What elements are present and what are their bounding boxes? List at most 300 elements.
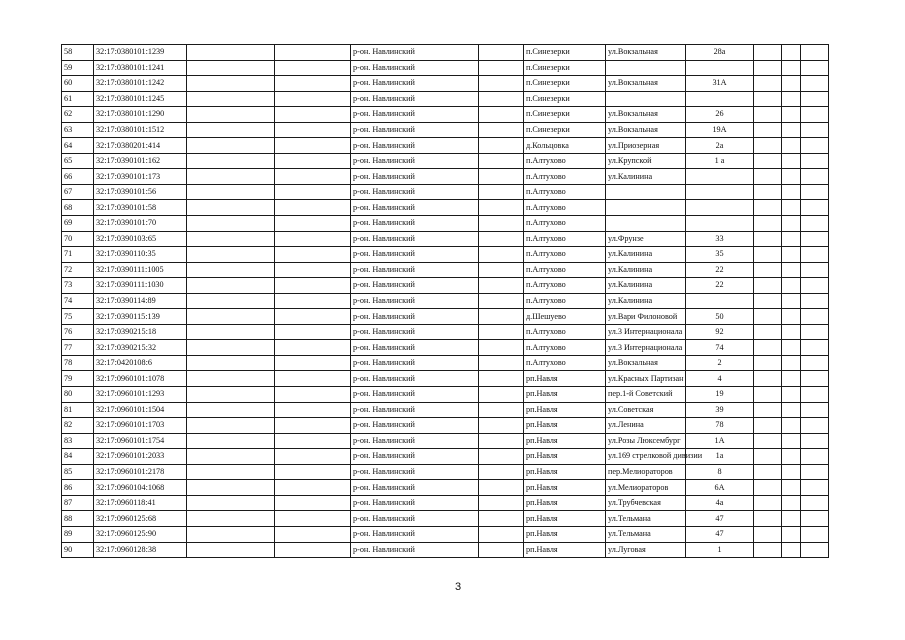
empty-cell (187, 153, 275, 169)
house-number (686, 216, 754, 232)
district-cell: р-он. Навлинский (351, 169, 479, 185)
empty-cell (801, 293, 829, 309)
cadastral-number: 32:17:0960101:2033 (94, 449, 187, 465)
empty-cell (479, 216, 524, 232)
house-number: 6А (686, 480, 754, 496)
district-cell: р-он. Навлинский (351, 355, 479, 371)
table-row (62, 526, 829, 542)
empty-cell (782, 60, 801, 76)
empty-cell (801, 433, 829, 449)
table-row (62, 449, 829, 465)
empty-cell (754, 45, 782, 61)
empty-cell (187, 480, 275, 496)
table-row (62, 200, 829, 216)
empty-cell (801, 402, 829, 418)
district-cell: р-он. Навлинский (351, 402, 479, 418)
empty-cell (479, 449, 524, 465)
empty-cell (782, 91, 801, 107)
empty-cell (782, 449, 801, 465)
settlement-cell: рп.Навля (524, 402, 606, 418)
settlement-cell: п.Алтухово (524, 262, 606, 278)
cadastral-number: 32:17:0960101:1078 (94, 371, 187, 387)
empty-cell (754, 542, 782, 558)
empty-cell (801, 324, 829, 340)
empty-cell (754, 278, 782, 294)
empty-cell (275, 371, 351, 387)
row-number: 67 (62, 184, 94, 200)
table-row (62, 495, 829, 511)
table-row (62, 278, 829, 294)
row-number: 61 (62, 91, 94, 107)
page-number: 3 (455, 581, 462, 593)
empty-cell (479, 60, 524, 76)
empty-cell (801, 247, 829, 263)
street-cell: ул.Ленина (606, 418, 686, 434)
empty-cell (187, 495, 275, 511)
house-number (686, 91, 754, 107)
row-number: 73 (62, 278, 94, 294)
empty-cell (754, 355, 782, 371)
cadastral-number: 32:17:0390115:139 (94, 309, 187, 325)
district-cell: р-он. Навлинский (351, 526, 479, 542)
row-number: 60 (62, 76, 94, 92)
empty-cell (782, 169, 801, 185)
empty-cell (782, 355, 801, 371)
house-number: 2а (686, 138, 754, 154)
empty-cell (754, 371, 782, 387)
empty-cell (479, 371, 524, 387)
row-number: 68 (62, 200, 94, 216)
empty-cell (782, 480, 801, 496)
empty-cell (782, 200, 801, 216)
district-cell: р-он. Навлинский (351, 278, 479, 294)
settlement-cell: рп.Навля (524, 387, 606, 403)
district-cell: р-он. Навлинский (351, 76, 479, 92)
empty-cell (275, 355, 351, 371)
settlement-cell: п.Синезерки (524, 76, 606, 92)
settlement-cell: п.Алтухово (524, 293, 606, 309)
district-cell: р-он. Навлинский (351, 293, 479, 309)
row-number: 76 (62, 324, 94, 340)
district-cell: р-он. Навлинский (351, 464, 479, 480)
empty-cell (187, 122, 275, 138)
empty-cell (275, 418, 351, 434)
table-row (62, 293, 829, 309)
house-number: 92 (686, 324, 754, 340)
settlement-cell: п.Алтухово (524, 184, 606, 200)
table-row (62, 371, 829, 387)
empty-cell (479, 402, 524, 418)
row-number: 64 (62, 138, 94, 154)
house-number (686, 169, 754, 185)
settlement-cell: п.Синезерки (524, 60, 606, 76)
settlement-cell: рп.Навля (524, 526, 606, 542)
cadastral-number: 32:17:0960101:1293 (94, 387, 187, 403)
settlement-cell: п.Синезерки (524, 107, 606, 123)
empty-cell (479, 91, 524, 107)
row-number: 81 (62, 402, 94, 418)
empty-cell (275, 309, 351, 325)
district-cell: р-он. Навлинский (351, 107, 479, 123)
street-cell (606, 60, 686, 76)
empty-cell (275, 122, 351, 138)
empty-cell (479, 153, 524, 169)
house-number: 1а (686, 449, 754, 465)
street-cell (606, 91, 686, 107)
cadastral-number: 32:17:0380101:1245 (94, 91, 187, 107)
street-cell: ул.Тельмана (606, 526, 686, 542)
empty-cell (782, 340, 801, 356)
empty-cell (754, 495, 782, 511)
empty-cell (187, 309, 275, 325)
district-cell: р-он. Навлинский (351, 324, 479, 340)
table-row (62, 60, 829, 76)
empty-cell (801, 495, 829, 511)
table-row (62, 418, 829, 434)
empty-cell (801, 60, 829, 76)
street-cell (606, 216, 686, 232)
district-cell: р-он. Навлинский (351, 231, 479, 247)
empty-cell (187, 60, 275, 76)
empty-cell (187, 169, 275, 185)
street-cell: ул.Вокзальная (606, 122, 686, 138)
empty-cell (275, 91, 351, 107)
district-cell: р-он. Навлинский (351, 418, 479, 434)
empty-cell (782, 511, 801, 527)
empty-cell (782, 107, 801, 123)
row-number: 79 (62, 371, 94, 387)
district-cell: р-он. Навлинский (351, 449, 479, 465)
table-row (62, 464, 829, 480)
settlement-cell: рп.Навля (524, 418, 606, 434)
street-cell: ул.Калинина (606, 293, 686, 309)
settlement-cell: рп.Навля (524, 495, 606, 511)
empty-cell (479, 480, 524, 496)
street-cell: ул.3 Интернационала (606, 340, 686, 356)
row-number: 89 (62, 526, 94, 542)
empty-cell (479, 138, 524, 154)
district-cell: р-он. Навлинский (351, 247, 479, 263)
house-number (686, 184, 754, 200)
row-number: 82 (62, 418, 94, 434)
settlement-cell: рп.Навля (524, 433, 606, 449)
empty-cell (782, 309, 801, 325)
street-cell: ул.Вари Филоновой (606, 309, 686, 325)
empty-cell (275, 45, 351, 61)
empty-cell (801, 309, 829, 325)
empty-cell (801, 107, 829, 123)
empty-cell (754, 153, 782, 169)
settlement-cell: п.Алтухово (524, 231, 606, 247)
empty-cell (187, 231, 275, 247)
table-row (62, 355, 829, 371)
empty-cell (275, 340, 351, 356)
cadastral-number: 32:17:0960101:2178 (94, 464, 187, 480)
empty-cell (754, 262, 782, 278)
empty-cell (754, 216, 782, 232)
row-number: 69 (62, 216, 94, 232)
empty-cell (782, 464, 801, 480)
empty-cell (782, 247, 801, 263)
empty-cell (187, 76, 275, 92)
settlement-cell: п.Синезерки (524, 122, 606, 138)
empty-cell (801, 200, 829, 216)
empty-cell (782, 387, 801, 403)
table-row (62, 340, 829, 356)
cadastral-number: 32:17:0960125:90 (94, 526, 187, 542)
empty-cell (479, 309, 524, 325)
row-number: 78 (62, 355, 94, 371)
street-cell: ул.Тельмана (606, 511, 686, 527)
empty-cell (782, 231, 801, 247)
street-cell: ул.3 Интернационала (606, 324, 686, 340)
house-number: 74 (686, 340, 754, 356)
empty-cell (754, 138, 782, 154)
empty-cell (275, 60, 351, 76)
empty-cell (187, 355, 275, 371)
street-cell: ул.Вокзальная (606, 76, 686, 92)
cadastral-number: 32:17:0960101:1504 (94, 402, 187, 418)
table-row (62, 247, 829, 263)
empty-cell (754, 91, 782, 107)
empty-cell (187, 542, 275, 558)
district-cell: р-он. Навлинский (351, 542, 479, 558)
empty-cell (275, 387, 351, 403)
district-cell: р-он. Навлинский (351, 480, 479, 496)
empty-cell (187, 107, 275, 123)
table-row (62, 542, 829, 558)
empty-cell (187, 216, 275, 232)
empty-cell (275, 542, 351, 558)
empty-cell (801, 91, 829, 107)
empty-cell (801, 76, 829, 92)
settlement-cell: п.Синезерки (524, 45, 606, 61)
empty-cell (782, 45, 801, 61)
empty-cell (754, 480, 782, 496)
table-row (62, 184, 829, 200)
empty-cell (479, 542, 524, 558)
cadastral-number: 32:17:0390101:56 (94, 184, 187, 200)
empty-cell (754, 293, 782, 309)
empty-cell (187, 138, 275, 154)
empty-cell (801, 153, 829, 169)
cadastral-number: 32:17:0380201:414 (94, 138, 187, 154)
table-row (62, 169, 829, 185)
empty-cell (479, 495, 524, 511)
settlement-cell: д.Кольцовка (524, 138, 606, 154)
house-number (686, 60, 754, 76)
row-number: 63 (62, 122, 94, 138)
row-number: 83 (62, 433, 94, 449)
house-number: 2 (686, 355, 754, 371)
house-number: 8 (686, 464, 754, 480)
empty-cell (782, 495, 801, 511)
empty-cell (782, 293, 801, 309)
empty-cell (479, 293, 524, 309)
cadastral-number: 32:17:0390111:1005 (94, 262, 187, 278)
settlement-cell: п.Синезерки (524, 91, 606, 107)
cadastral-number: 32:17:0390103:65 (94, 231, 187, 247)
empty-cell (801, 231, 829, 247)
empty-cell (754, 433, 782, 449)
table-row (62, 45, 829, 61)
empty-cell (275, 293, 351, 309)
row-number: 80 (62, 387, 94, 403)
empty-cell (754, 60, 782, 76)
empty-cell (754, 184, 782, 200)
empty-cell (187, 91, 275, 107)
cadastral-number: 32:17:0380101:1242 (94, 76, 187, 92)
empty-cell (187, 433, 275, 449)
district-cell: р-он. Навлинский (351, 309, 479, 325)
empty-cell (187, 387, 275, 403)
table-row (62, 76, 829, 92)
table-row (62, 107, 829, 123)
empty-cell (754, 418, 782, 434)
house-number: 47 (686, 511, 754, 527)
cadastral-number: 32:17:0380101:1241 (94, 60, 187, 76)
row-number: 72 (62, 262, 94, 278)
empty-cell (187, 278, 275, 294)
empty-cell (801, 340, 829, 356)
house-number: 26 (686, 107, 754, 123)
street-cell: ул.Крупской (606, 153, 686, 169)
district-cell: р-он. Навлинский (351, 433, 479, 449)
empty-cell (275, 76, 351, 92)
street-cell (606, 200, 686, 216)
settlement-cell: п.Алтухово (524, 153, 606, 169)
empty-cell (782, 542, 801, 558)
cadastral-number: 32:17:0960118:41 (94, 495, 187, 511)
table-row (62, 433, 829, 449)
district-cell: р-он. Навлинский (351, 138, 479, 154)
house-number: 47 (686, 526, 754, 542)
street-cell: ул.Калинина (606, 247, 686, 263)
row-number: 84 (62, 449, 94, 465)
empty-cell (801, 169, 829, 185)
street-cell: ул.Мелиораторов (606, 480, 686, 496)
table-row (62, 153, 829, 169)
empty-cell (754, 340, 782, 356)
street-cell: ул.Вокзальная (606, 355, 686, 371)
empty-cell (479, 464, 524, 480)
street-cell: ул.Луговая (606, 542, 686, 558)
empty-cell (801, 371, 829, 387)
cadastral-number: 32:17:0390101:162 (94, 153, 187, 169)
empty-cell (801, 542, 829, 558)
street-cell: ул.Фрунзе (606, 231, 686, 247)
row-number: 88 (62, 511, 94, 527)
cadastral-number: 32:17:0390101:173 (94, 169, 187, 185)
empty-cell (275, 402, 351, 418)
house-number: 1А (686, 433, 754, 449)
row-number: 77 (62, 340, 94, 356)
district-cell: р-он. Навлинский (351, 45, 479, 61)
cadastral-number: 32:17:0960128:38 (94, 542, 187, 558)
empty-cell (275, 495, 351, 511)
empty-cell (275, 324, 351, 340)
empty-cell (275, 262, 351, 278)
empty-cell (187, 449, 275, 465)
empty-cell (479, 526, 524, 542)
empty-cell (782, 76, 801, 92)
empty-cell (479, 76, 524, 92)
settlement-cell: рп.Навля (524, 511, 606, 527)
house-number: 1 (686, 542, 754, 558)
row-number: 75 (62, 309, 94, 325)
empty-cell (754, 402, 782, 418)
settlement-cell: рп.Навля (524, 480, 606, 496)
empty-cell (782, 278, 801, 294)
empty-cell (782, 216, 801, 232)
row-number: 58 (62, 45, 94, 61)
empty-cell (479, 418, 524, 434)
house-number: 22 (686, 278, 754, 294)
empty-cell (782, 402, 801, 418)
house-number: 50 (686, 309, 754, 325)
house-number (686, 200, 754, 216)
settlement-cell: п.Алтухово (524, 340, 606, 356)
empty-cell (782, 526, 801, 542)
empty-cell (782, 184, 801, 200)
empty-cell (275, 169, 351, 185)
empty-cell (782, 433, 801, 449)
cadastral-number: 32:17:0390114:89 (94, 293, 187, 309)
house-number: 28а (686, 45, 754, 61)
table-row (62, 122, 829, 138)
empty-cell (801, 184, 829, 200)
row-number: 65 (62, 153, 94, 169)
district-cell: р-он. Навлинский (351, 340, 479, 356)
empty-cell (275, 526, 351, 542)
empty-cell (479, 184, 524, 200)
empty-cell (801, 511, 829, 527)
settlement-cell: п.Алтухово (524, 355, 606, 371)
house-number: 4 (686, 371, 754, 387)
district-cell: р-он. Навлинский (351, 371, 479, 387)
empty-cell (275, 216, 351, 232)
empty-cell (187, 293, 275, 309)
district-cell: р-он. Навлинский (351, 262, 479, 278)
empty-cell (275, 247, 351, 263)
table-row (62, 480, 829, 496)
row-number: 71 (62, 247, 94, 263)
empty-cell (801, 480, 829, 496)
empty-cell (479, 200, 524, 216)
cadastral-number: 32:17:0960104:1068 (94, 480, 187, 496)
empty-cell (275, 511, 351, 527)
empty-cell (801, 122, 829, 138)
cadastral-number: 32:17:0960101:1754 (94, 433, 187, 449)
house-number: 35 (686, 247, 754, 263)
empty-cell (275, 480, 351, 496)
empty-cell (479, 355, 524, 371)
cadastral-number: 32:17:0390215:18 (94, 324, 187, 340)
empty-cell (275, 231, 351, 247)
empty-cell (782, 418, 801, 434)
empty-cell (782, 262, 801, 278)
house-number: 33 (686, 231, 754, 247)
street-cell: ул.Вокзальная (606, 45, 686, 61)
district-cell: р-он. Навлинский (351, 511, 479, 527)
settlement-cell: п.Алтухово (524, 324, 606, 340)
empty-cell (187, 526, 275, 542)
cadastral-number: 32:17:0380101:1290 (94, 107, 187, 123)
empty-cell (187, 418, 275, 434)
row-number: 74 (62, 293, 94, 309)
district-cell: р-он. Навлинский (351, 200, 479, 216)
street-cell: ул.Трубчевская (606, 495, 686, 511)
